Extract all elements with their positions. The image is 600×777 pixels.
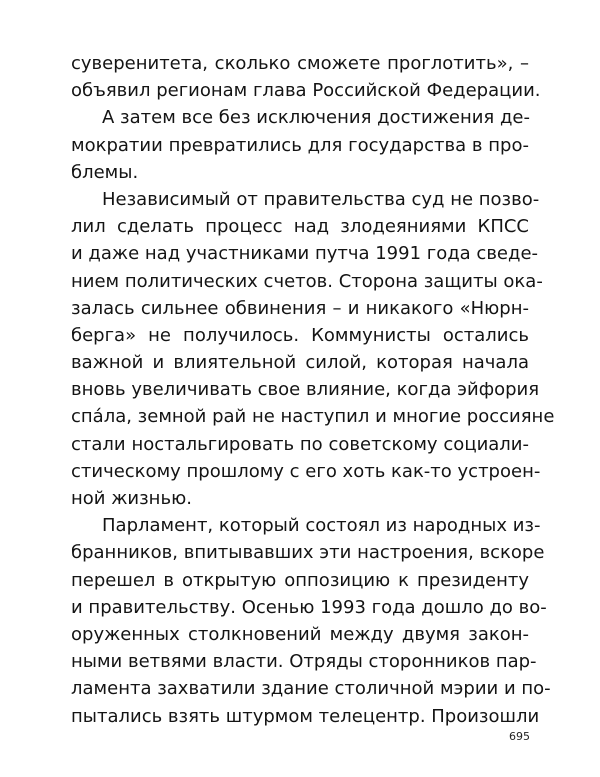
text-line: объявил регионам глава Российской Федерации.: [71, 80, 541, 102]
text-line: залась сильнее обвинения – и никакого «Нюрн-: [71, 297, 529, 319]
text-line: стали ностальгировать по советскому социали-: [71, 433, 529, 455]
text-line: и правительству. Осенью 1993 года дошло до во-: [71, 596, 547, 618]
text-line: вновь увеличивать свое влияние, когда эйфория: [71, 379, 540, 401]
text-line: ной жизнью.: [71, 488, 192, 509]
text-line: спа́ла, земной рай не наступил и многие россияне: [71, 406, 555, 428]
text-line: оруженных столкновений между двумя закон-: [71, 623, 529, 645]
text-line: и даже над участниками путча 1991 года сведе-: [71, 243, 539, 265]
text-line: мократии превратились для государства в про-: [71, 134, 529, 156]
text-line: перешел в открытую оппозицию к президенту: [71, 569, 529, 591]
text-line: важной и влиятельной силой, которая начала: [71, 352, 529, 374]
text-line: ными ветвями власти. Отряды сторонников пар-: [71, 651, 537, 673]
page-text: [71, 50, 555, 730]
paragraph-start-line: Парламент, который состоял из народных из-: [102, 515, 541, 537]
text-line: бранников, впитывавших эти настроения, вскоре: [71, 542, 545, 564]
text-line: ламента захватили здание столичной мэрии и по-: [71, 678, 551, 700]
paragraph-start-line: Независимый от правительства суд не позво-: [102, 188, 540, 210]
text-line: блемы.: [71, 161, 139, 183]
text-line: суверенитета, сколько сможете проглотить», –: [71, 53, 529, 74]
page-number: 695: [509, 730, 530, 743]
text-line: стическому прошлому с его хоть как-то устроен-: [71, 460, 541, 482]
text-line: нием политических счетов. Сторона защиты ока-: [71, 270, 543, 292]
paragraph-start-line: А затем все без исключения достижения де-: [102, 107, 530, 129]
text-line: берга» не получилось. Коммунисты остались: [71, 324, 529, 346]
text-line: лил сделать процесс над злодеяниями КПСС: [71, 216, 529, 238]
text-line: пытались взять штурмом телецентр. Произошли: [71, 705, 540, 727]
